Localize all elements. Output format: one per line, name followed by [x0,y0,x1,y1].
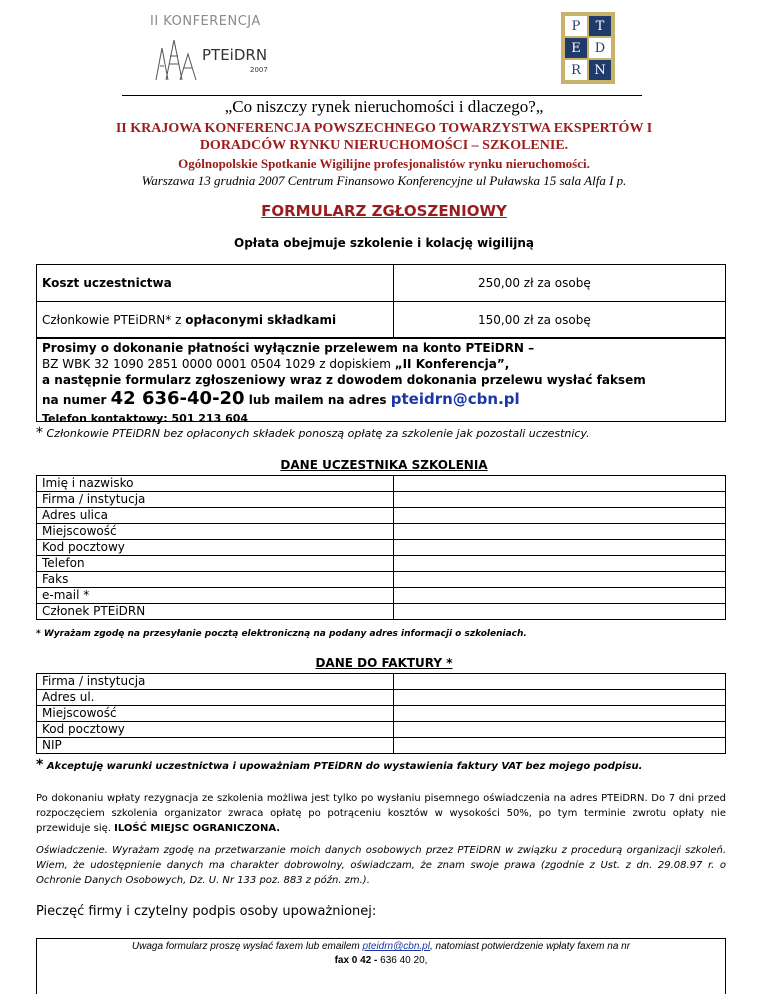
table-row [37,690,726,706]
table-row [37,302,726,339]
table-row [37,508,726,524]
table-row [37,588,726,604]
footer-fax-number: 636 40 20, [380,955,428,966]
resignation-terms [36,791,726,836]
invoice-consent-note [36,757,642,773]
conference-subtitle: Ogólnopolskie Spotkanie Wigilijne profesjonalistów rynku nieruchomości. [178,156,590,171]
field-label: e-mail * [37,588,394,604]
cost-value: 150,00 zł za osobę [394,302,726,339]
cost-label-prefix: Członkowie PTEiDRN* z [42,313,186,327]
field-input[interactable] [394,690,726,706]
conference-title-line1: II KRAJOWA KONFERENCJA POWSZECHNEGO TOWARZYSTWA EKSPERTÓW I [115,121,653,136]
email-link[interactable]: pteidrn@cbn.pl [390,390,520,408]
field-input[interactable] [394,492,726,508]
invoice-consent-text: Akceptuję warunki uczestnictwa i upoważniam PTEiDRN do wystawienia faktury VAT bez mojego podpisu. [46,761,643,772]
payment-line1: Prosimy o dokonanie płatności wyłącznie przelewem na konto PTEiDRN – [42,341,535,355]
conference-quote: „Co niszczy rynek nieruchomości i dlaczego?„ [224,97,544,116]
fax-number: 42 636-40-20 [110,388,245,409]
field-input[interactable] [394,706,726,722]
footer-fax-label: fax 0 42 - [334,955,381,966]
payment-line2 [42,356,720,372]
pteidrn-logo [561,12,615,84]
conference-location: Warszawa 13 grudnia 2007 Centrum Finansowo Konferencyjne ul Puławska 15 sala Alfa I p. [141,173,627,188]
cost-value: 250,00 zł za osobę [394,265,726,302]
table-row [37,604,726,620]
field-input[interactable] [394,508,726,524]
email-consent-note: * Wyrażam zgodę na przesyłanie pocztą elektroniczną na podany adres informacji o szkoleniach. [36,629,527,639]
form-title: FORMULARZ ZGŁOSZENIOWY [261,202,507,220]
footer-box [36,938,726,994]
table-row [37,492,726,508]
footer-prefix: Uwaga formularz proszę wysłać faxem lub emailem [131,941,363,952]
building-icon [152,36,200,80]
table-row [37,556,726,572]
field-label: Adres ulica [37,508,394,524]
field-input[interactable] [394,556,726,572]
field-label: Firma / instytucja [37,674,394,690]
field-input[interactable] [394,572,726,588]
data-consent: Oświadczenie. Wyrażam zgodę na przetwarzanie moich danych osobowych przez PTEiDRN w związku z procedurą organizacji szkoleń. Wiem, że udostępnienie danych ma charakter dobrowolny, oświadczam, że znam swoje prawa (zgodnie z Ust. z dn. 29.08.97 r. o Ochronie Danych Osobowych, Dz. U. Nr 133 poz. 883 z późn. zm.). [36,845,726,886]
field-label: Miejscowość [37,524,394,540]
field-label: Miejscowość [37,706,394,722]
field-input[interactable] [394,722,726,738]
logo-letter: R [565,60,587,80]
limited-seats: ILOŚĆ MIEJSC OGRANICZONA. [114,823,281,834]
table-row [37,540,726,556]
payment-line4-prefix: na numer [42,393,111,407]
invoice-heading: DANE DO FAKTURY * [315,656,453,670]
participant-table [36,475,726,620]
footer-line1 [37,940,725,954]
conference-logo-year: 2007 [250,66,268,74]
table-row [37,476,726,492]
footer-line2 [37,954,725,968]
invoice-table [36,673,726,754]
table-row [37,738,726,754]
table-row [37,706,726,722]
field-label: Faks [37,572,394,588]
table-row [37,722,726,738]
footer-suffix: , natomiast potwierdzenie wpłaty faxem na nr [429,941,631,952]
field-label: NIP [37,738,394,754]
asterisk: * [36,757,44,773]
member-footnote [36,425,590,441]
table-row [37,524,726,540]
field-label: Imię i nazwisko [37,476,394,492]
field-input[interactable] [394,588,726,604]
logo-letter: N [589,60,611,80]
field-label: Firma / instytucja [37,492,394,508]
transfer-title: „II Konferencja”, [394,357,510,371]
field-input[interactable] [394,476,726,492]
header-divider [122,95,642,96]
field-input[interactable] [394,674,726,690]
logo-letter: P [565,16,587,36]
resignation-text: Po dokonaniu wpłaty rezygnacja ze szkolenia możliwa jest tylko po wysłaniu pisemnego oświadczenia na adres PTEiDRN. Do 7 dni przed rozpoczęciem szkolenia organizator zwraca opłatę po potrąceniu kosztów w wysokości 50%, po tym terminie zwrotu opłaty nie przewiduje się. [36,793,726,834]
field-input[interactable] [394,738,726,754]
contact-phone: Telefon kontaktowy: 501 213 604 [42,412,249,425]
payment-info-box [36,337,726,425]
field-label: Kod pocztowy [37,722,394,738]
field-label: Kod pocztowy [37,540,394,556]
conference-logo-title: II KONFERENCJA [150,14,261,29]
bank-account: BZ WBK 32 1090 2851 0000 0001 0504 1029 z dopiskiem [42,357,395,371]
field-label: Adres ul. [37,690,394,706]
field-input[interactable] [394,524,726,540]
table-row [37,265,726,302]
cost-label-bold: opłaconymi składkami [185,313,337,327]
field-input[interactable] [394,604,726,620]
field-label: Telefon [37,556,394,572]
payment-line4-mid: lub mailem na adres [244,393,391,407]
participant-heading: DANE UCZESTNIKA SZKOLENIA [280,458,488,472]
cost-table [36,264,726,339]
conference-logo-brand: PTEiDRN [202,46,268,64]
asterisk: * [36,425,43,441]
payment-line4 [42,388,720,411]
signature-label: Pieczęć firmy i czytelny podpis osoby upoważnionej: [36,904,377,919]
cost-label: Koszt uczestnictwa [37,265,394,302]
cost-label [37,302,394,339]
conference-logo [150,14,290,84]
table-row [37,674,726,690]
fee-note: Opłata obejmuje szkolenie i kolację wigilijną [234,236,534,250]
logo-letter: D [589,38,611,58]
logo-letter: E [565,38,587,58]
member-footnote-text: Członkowie PTEiDRN bez opłaconych składek ponoszą opłatę za szkolenie jak pozostali uczestnicy. [46,427,590,440]
conference-title-line2: DORADCÓW RYNKU NIERUCHOMOŚCI – SZKOLENIE. [199,138,569,153]
logo-letter: T [589,16,611,36]
table-row [37,572,726,588]
payment-line3: a następnie formularz zgłoszeniowy wraz z dowodem dokonania przelewu wysłać faksem [42,373,646,387]
footer-email-link[interactable]: pteidrn@cbn.pl [362,941,430,952]
field-label: Członek PTEiDRN [37,604,394,620]
field-input[interactable] [394,540,726,556]
